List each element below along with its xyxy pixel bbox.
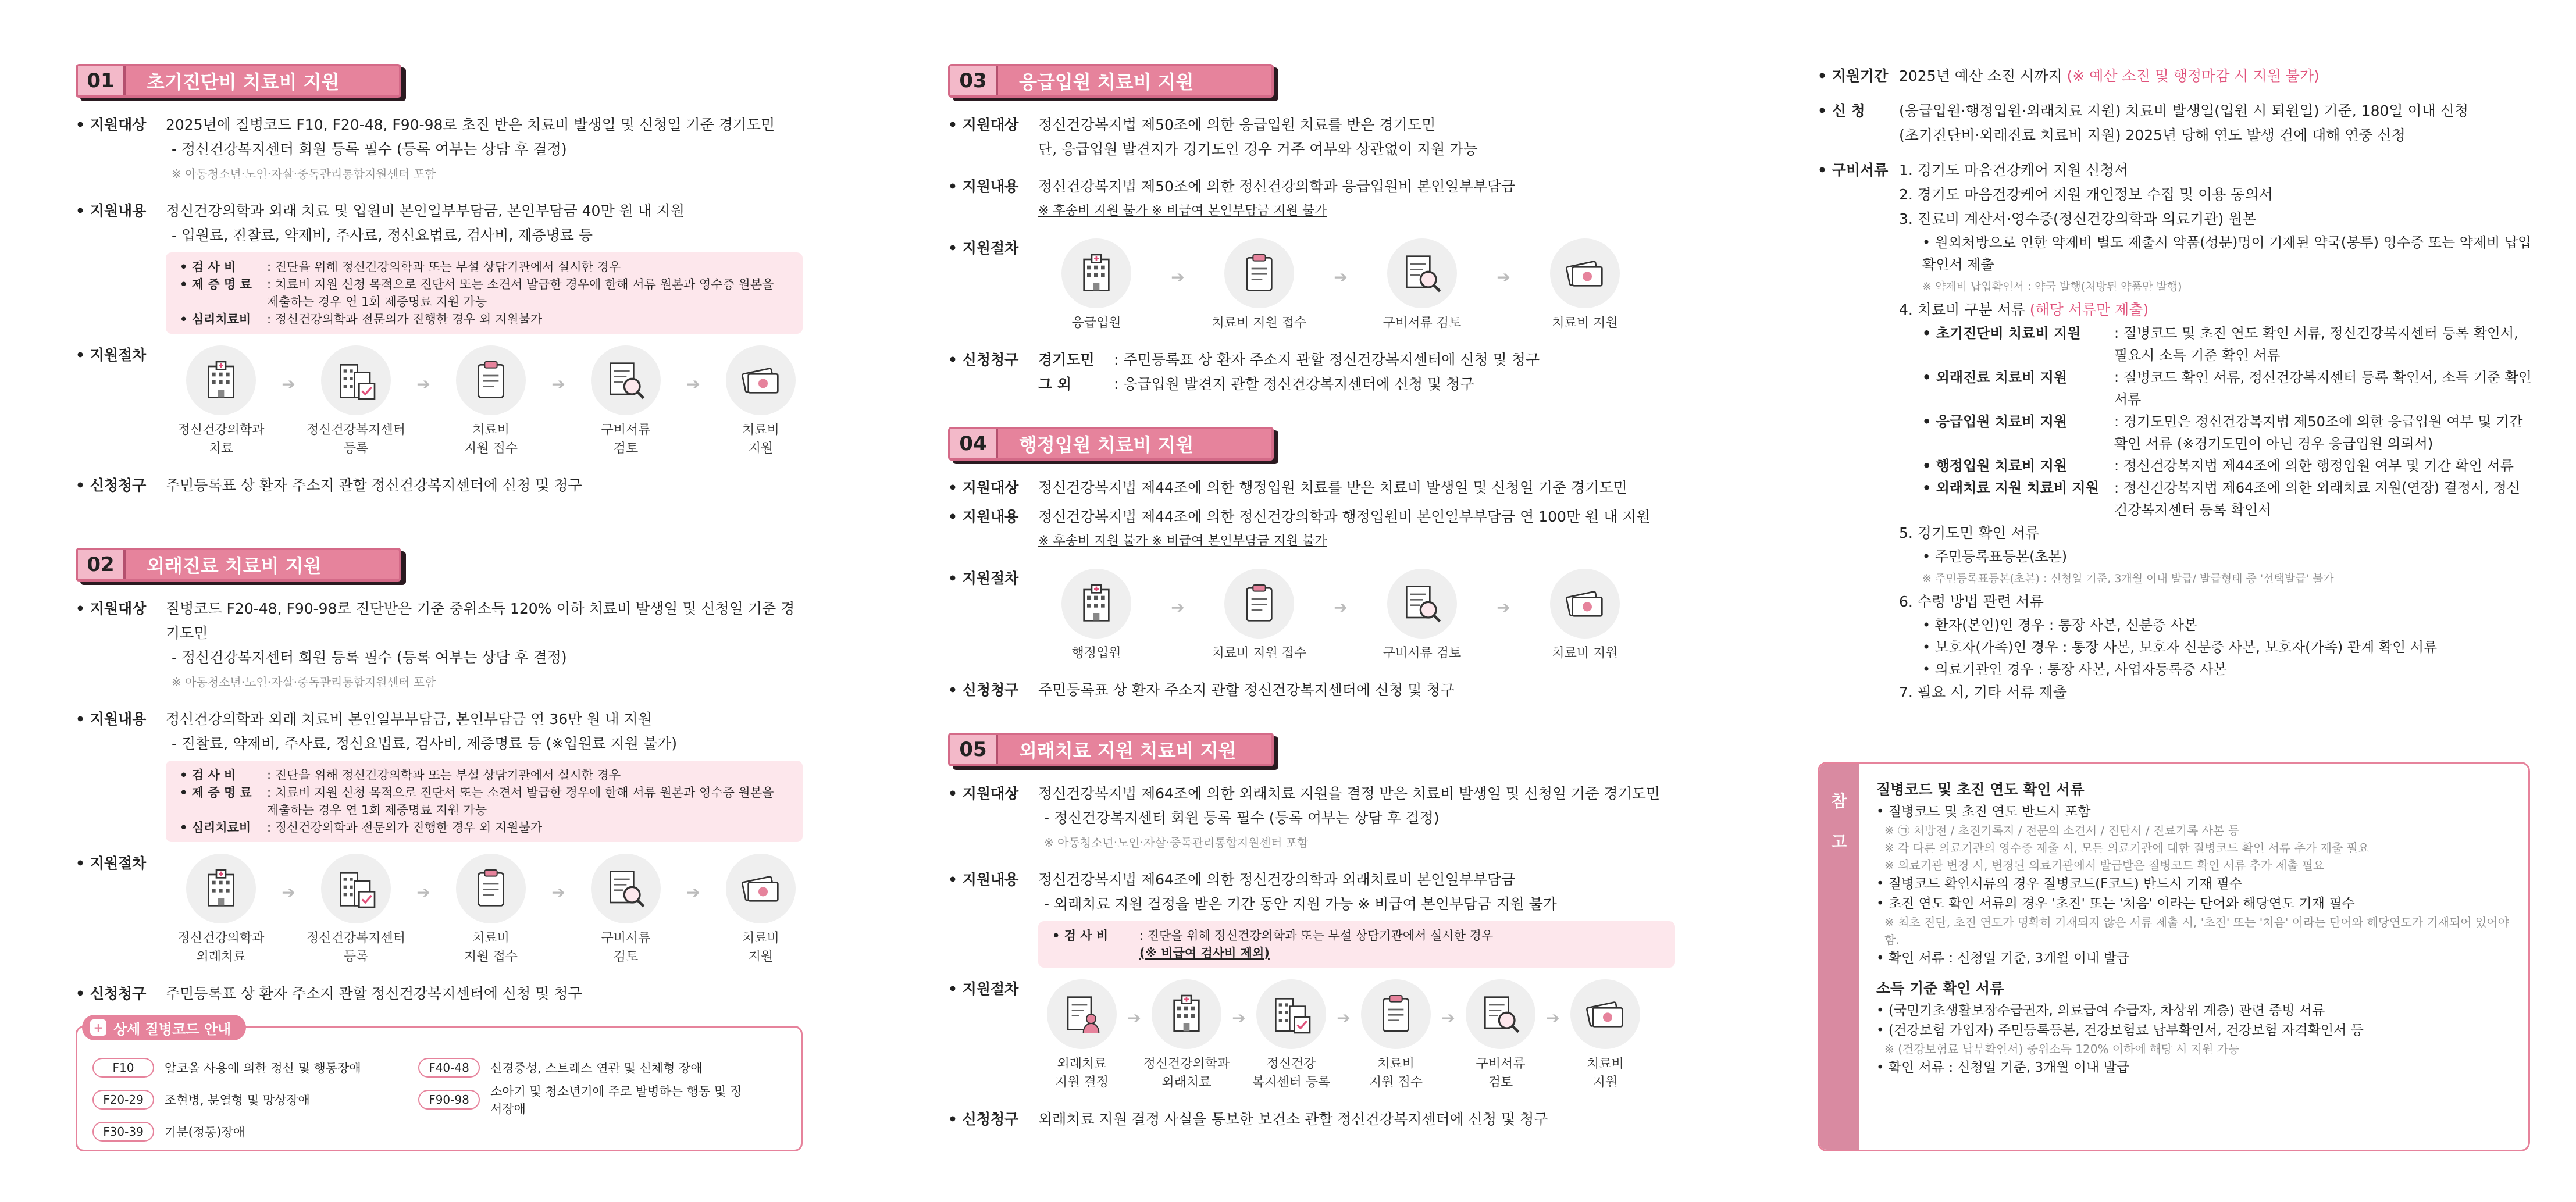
code-desc: 신경증성, 스트레스 연관 및 신체형 장애 [490, 1061, 703, 1075]
step-label: 정신건강의학과 치료 [177, 423, 265, 456]
process-step [1352, 979, 1440, 1092]
code-badge: F20-29 [92, 1090, 154, 1110]
text: - 정신건강복지센터 회원 등록 필수 (등록 여부는 상담 후 결정) [1044, 809, 1440, 826]
hospital-icon [1073, 580, 1120, 627]
arrow-icon: ➔ [416, 374, 430, 394]
s03-content [948, 174, 1675, 223]
text: - 입원료, 진찰료, 약제비, 주사료, 정신요법료, 검사비, 제증명료 등 [172, 227, 593, 244]
process-step [706, 854, 816, 966]
label: • 지원기간 [1818, 64, 1899, 88]
s02-content [76, 707, 803, 847]
doc-desc: : 질병코드 및 초진 연도 확인 서류, 정신건강복지센터 등록 확인서, 필요시 소득 기준 확인 서류 [2114, 325, 2518, 363]
s04-target [948, 476, 1675, 500]
money-icon [1562, 250, 1608, 297]
section-02-header [76, 548, 401, 582]
application [1818, 99, 2533, 148]
process-flow [1038, 238, 1643, 333]
claim-key: 경기도민 [1038, 351, 1095, 368]
process-step [1201, 238, 1317, 333]
building-check-icon [333, 865, 379, 912]
column-left [76, 0, 803, 1202]
s02-target [76, 597, 803, 694]
box-key: • 심리치료비 [180, 311, 267, 328]
process-step [436, 854, 546, 966]
note: ※ 후송비 지원 불가 ※ 비급여 본인부담금 지원 불가 [1038, 534, 1327, 548]
text: 단, 응급입원 발견지가 경기도인 경우 거주 여부와 상관없이 지원 가능 [1038, 141, 1478, 158]
section-number: 03 [950, 66, 998, 95]
label: • 지원절차 [948, 566, 1038, 673]
note: ※ 아동청소년·노인·자살·중독관리통합지원센터 포함 [1044, 836, 1309, 850]
document-search-icon [1399, 250, 1445, 297]
section-01-header [76, 64, 401, 98]
doc-type-row [1922, 366, 2533, 411]
step-label: 정신건강의학과 외래치료 [1143, 1057, 1230, 1090]
doc-sub: • 주민등록표등본(초본) [1922, 548, 2068, 565]
section-04-header [948, 427, 1274, 461]
step-label: 치료비 지원 접수 [1212, 646, 1307, 661]
doc-item: 4. 치료비 구분 서류 [1899, 301, 2025, 318]
process-step [1527, 238, 1643, 333]
ref-note: ※ ㉠ 처방전 / 초진기록지 / 전문의 소견서 / 진단서 / 진료기록 사본 등 [1884, 823, 2240, 837]
text: - 진찰료, 약제비, 주사료, 정신요법료, 검사비, 제증명료 등 (※입원료 지원 불가) [172, 735, 678, 752]
s04-claim [948, 678, 1675, 702]
step-label: 외래치료 지원 결정 [1054, 1057, 1109, 1090]
box-note: (※ 비급여 검사비 제외) [1139, 946, 1270, 960]
s02-claim [76, 982, 803, 1006]
box-value: : 정신건강의학과 전문의가 진행한 경우 외 지원불가 [267, 312, 543, 326]
ref-item: • 확인 서류 : 신청일 기준, 3개월 이내 발급 [1876, 948, 2511, 968]
label: • 지원절차 [948, 977, 1038, 1103]
ref-note: ※ (건강보험료 납부확인서) 중위소득 120% 이하에 해당 시 지원 가능 [1884, 1042, 2240, 1056]
box-key: • 검 사 비 [1052, 927, 1139, 944]
process-step [166, 854, 276, 966]
box-value: : 진단을 위해 정신건강의학과 또는 부설 상담기관에서 실시한 경우 [267, 768, 621, 782]
text: 정신건강복지법 제64조에 의한 정신건강의학과 외래치료비 본인일부부담금 [1038, 871, 1516, 888]
process-step [1457, 979, 1544, 1092]
hospital-icon [198, 357, 244, 404]
info-box [166, 252, 803, 334]
s03-process [948, 236, 1675, 343]
box-key: • 심리치료비 [180, 819, 267, 836]
label: • 지원대상 [76, 113, 166, 186]
step-label: 정신건강 복지센터 등록 [1252, 1057, 1331, 1090]
disease-code-guide [76, 1021, 803, 1151]
label: • 신청청구 [948, 678, 1038, 702]
process-step [166, 345, 276, 458]
step-label: 치료비 지원 [742, 423, 779, 456]
text: 질병코드 F20-48, F90-98로 진단받은 기준 중위소득 120% 이하 치료비 발생일 및 신청일 기준 경기도민 [166, 600, 795, 641]
code-badge: F30-39 [92, 1122, 154, 1142]
label: • 신 청 [1818, 99, 1899, 148]
hospital-icon [198, 865, 244, 912]
text: 정신건강의학과 외래 치료 및 입원비 본인일부부담금, 본인부담금 40만 원 내 지원 [166, 202, 685, 219]
text: 주민등록표 상 환자 주소지 관할 정신건강복지센터에 신청 및 청구 [166, 477, 582, 494]
arrow-icon: ➔ [1334, 598, 1348, 617]
doc-sub: • 환자(본인)인 경우 : 통장 사본, 신분증 사본 [1922, 617, 2197, 633]
text: (응급입원·행정입원·외래치료 지원) 치료비 발생일(입원 시 퇴원일) 기준, 180일 이내 신청 [1899, 102, 2469, 119]
money-icon [1582, 991, 1629, 1037]
text: 정신건강복지법 제64조에 의한 외래치료 지원을 결정 받은 치료비 발생일 및 신청일 기준 경기도민 [1038, 785, 1661, 802]
label: • 지원내용 [948, 505, 1038, 554]
ref-note: ※ 최초 진단, 초진 연도가 명확히 기재되지 않은 서류 제출 시, '초진' 또는 '처음' 이라는 단어와 해당연도가 기재되어 있어야 함. [1884, 915, 2509, 947]
section-05-header [948, 733, 1274, 766]
code-badge: F10 [92, 1058, 154, 1078]
doc-item: 7. 필요 시, 기타 서류 제출 [1899, 684, 2067, 701]
section-number: 02 [78, 550, 126, 579]
text: (초기진단비·외래진료 치료비 지원) 2025년 당해 연도 발생 건에 대해 연중 신청 [1899, 127, 2406, 144]
doc-note: ※ 약제비 납입확인서 : 약국 발행(처방된 약품만 발행) [1922, 280, 2182, 293]
step-label: 치료비 지원 접수 [1369, 1057, 1423, 1090]
note: ※ 후송비 지원 불가 ※ 비급여 본인부담금 지원 불가 [1038, 204, 1327, 218]
hospital-icon [1163, 991, 1210, 1037]
code-guide-title: 상세 질병코드 안내 [113, 1021, 231, 1037]
s01-process [76, 343, 803, 469]
code-item [92, 1058, 418, 1078]
step-label: 정신건강복지센터 등록 [306, 931, 406, 964]
doc-note: ※ 주민등록표등본(초본) : 신청일 기준, 3개월 이내 발급/ 발급형태 중 '선택발급' 불가 [1922, 572, 2334, 585]
arrow-icon: ➔ [1334, 267, 1348, 287]
label: • 구비서류 [1818, 158, 1899, 705]
step-label: 응급입원 [1071, 316, 1121, 330]
step-label: 구비서류 검토 [601, 931, 651, 964]
label: • 지원절차 [76, 343, 166, 469]
process-step [706, 345, 816, 458]
doc-type-row [1922, 322, 2533, 366]
label: • 지원내용 [948, 174, 1038, 223]
box-key: • 검 사 비 [180, 258, 267, 276]
doc-type-row [1922, 477, 2533, 521]
claim-value: : 응급입원 발견지 관할 정신건강복지센터에 신청 및 청구 [1114, 376, 1474, 393]
box-key: • 제 증 명 료 [180, 276, 267, 311]
money-icon [737, 865, 784, 912]
ref-item: • 질병코드 확인서류의 경우 질병코드(F코드) 반드시 기재 필수 [1876, 874, 2511, 894]
clipboard-icon [1373, 991, 1419, 1037]
text: 정신건강의학과 외래 치료비 본인일부부담금, 본인부담금 연 36만 원 내 지원 [166, 711, 652, 727]
reference-label [1819, 764, 1859, 1150]
text: - 정신건강복지센터 회원 등록 필수 (등록 여부는 상담 후 결정) [172, 649, 567, 666]
s05-process [948, 977, 1675, 1103]
doc-type-row [1922, 455, 2533, 477]
section-title: 행정입원 치료비 지원 [1019, 434, 1194, 456]
arrow-icon: ➔ [1171, 267, 1185, 287]
s01-target [76, 113, 803, 186]
ref-item: • 확인 서류 : 신청일 기준, 3개월 이내 발급 [1876, 1058, 2511, 1078]
text: 정신건강복지법 제50조에 의한 응급입원 치료를 받은 경기도민 [1038, 116, 1436, 133]
code-item [418, 1058, 744, 1078]
ref-item: • 초진 연도 확인 서류의 경우 '초진' 또는 '처음' 이라는 단어와 해당연도 기재 필수 [1876, 894, 2511, 914]
step-label: 구비서류 검토 [1383, 646, 1462, 661]
process-step [436, 345, 546, 458]
doc-item: 2. 경기도 마음건강케어 지원 개인정보 수집 및 이용 동의서 [1899, 186, 2273, 203]
process-step [1038, 979, 1125, 1092]
process-flow [166, 854, 816, 966]
s05-target [948, 782, 1675, 855]
step-label: 정신건강의학과 외래치료 [177, 931, 265, 964]
process-step [1364, 569, 1480, 663]
s05-content [948, 868, 1675, 972]
label: • 지원대상 [948, 782, 1038, 855]
process-step [1038, 569, 1155, 663]
doc-type: • 초기진단비 치료비 지원 [1922, 322, 2114, 366]
arrow-icon: ➔ [1546, 1008, 1560, 1028]
box-value: : 치료비 지원 신청 목적으로 진단서 또는 소견서 발급한 경우에 한해 서류 원본과 영수증 원본을 제출하는 경우 연 1회 제증명료 지원 가능 [267, 786, 774, 817]
text: 정신건강복지법 제44조에 의한 정신건강의학과 행정입원비 본인일부부담금 연 100만 원 내 지원 [1038, 508, 1651, 525]
clipboard-icon [468, 865, 514, 912]
doc-desc: : 정신건강복지법 제64조에 의한 외래치료 지원(연장) 결정서, 정신건강복지센터 등록 확인서 [2114, 480, 2520, 518]
label: • 지원절차 [76, 851, 166, 977]
doc-type: • 외래치료 지원 치료비 지원 [1922, 477, 2114, 521]
code-guide-header [82, 1015, 246, 1040]
code-desc: 기분(정동)장애 [165, 1125, 245, 1139]
process-step [301, 345, 411, 458]
arrow-icon: ➔ [282, 883, 295, 902]
step-label: 구비서류 검토 [1383, 316, 1462, 330]
step-label: 치료비 지원 [742, 931, 779, 964]
arrow-icon: ➔ [282, 374, 295, 394]
arrow-icon: ➔ [1497, 598, 1510, 617]
arrow-icon: ➔ [416, 883, 430, 902]
doc-desc: : 정신건강복지법 제44조에 의한 행정입원 여부 및 기간 확인 서류 [2114, 458, 2514, 474]
money-icon [1562, 580, 1608, 627]
process-step [1038, 238, 1155, 333]
ref-note: ※ 각 다른 의료기관의 영수증 제출 시, 모든 의료기관에 대한 질병코드 확인 서류 추가 제출 필요 [1884, 841, 2370, 855]
text: - 정신건강복지센터 회원 등록 필수 (등록 여부는 상담 후 결정) [172, 141, 567, 158]
doc-desc: : 질병코드 확인 서류, 정신건강복지센터 등록 확인서, 소득 기준 확인 서류 [2114, 369, 2532, 408]
doc-item: 5. 경기도민 확인 서류 [1899, 525, 2039, 541]
process-step [301, 854, 411, 966]
arrow-icon: ➔ [551, 883, 565, 902]
code-item [92, 1122, 418, 1142]
s02-process [76, 851, 803, 977]
ref-item: • 질병코드 및 초진 연도 반드시 포함 [1876, 802, 2511, 822]
doc-sub: • 원외처방으로 인한 약제비 별도 제출시 약품(성분)명이 기재된 약국(봉투) 영수증 또는 약제비 납입확인서 제출 [1922, 234, 2532, 273]
arrow-icon: ➔ [1337, 1008, 1351, 1028]
arrow-icon: ➔ [1127, 1008, 1141, 1028]
text: 2025년 예산 소진 시까지 [1899, 67, 2062, 84]
s01-claim [76, 473, 803, 498]
process-flow [1038, 569, 1643, 663]
s04-process [948, 566, 1675, 673]
s03-target [948, 113, 1675, 162]
code-item [92, 1082, 418, 1117]
arrow-icon: ➔ [1232, 1008, 1246, 1028]
note: (※ 예산 소진 및 행정마감 시 지원 불가) [2066, 67, 2320, 84]
section-title: 외래진료 치료비 지원 [147, 555, 322, 577]
code-desc: 소아기 및 청소년기에 주로 발병하는 행동 및 정서장애 [490, 1085, 742, 1116]
process-step [1527, 569, 1643, 663]
reference-char: 고 [1831, 832, 1847, 851]
info-box [166, 761, 803, 842]
doc-type: • 응급입원 치료비 지원 [1922, 411, 2114, 455]
section-title: 초기진단비 치료비 지원 [147, 71, 340, 93]
process-step [1364, 238, 1480, 333]
note: ※ 아동청소년·노인·자살·중독관리통합지원센터 포함 [172, 675, 436, 689]
section-03-header [948, 64, 1274, 98]
label: • 지원대상 [76, 597, 166, 694]
building-check-icon [1268, 991, 1314, 1037]
support-period [1818, 64, 2533, 88]
column-right [1818, 0, 2533, 1202]
s04-content [948, 505, 1675, 554]
arrow-icon: ➔ [686, 374, 700, 394]
code-badge: F90-98 [418, 1090, 480, 1110]
label: • 신청청구 [76, 473, 166, 498]
doc-desc: : 경기도민은 정신건강복지법 제50조에 의한 응급입원 여부 및 기간 확인 서류 (※경기도민이 아닌 경우 응급입원 의뢰서) [2114, 413, 2523, 452]
label: • 신청청구 [76, 982, 166, 1006]
text: - 외래치료 지원 결정을 받은 기간 동안 지원 가능 ※ 비급여 본인부담금 지원 불가 [1044, 896, 1557, 912]
label: • 신청청구 [948, 1107, 1038, 1132]
process-step [1248, 979, 1335, 1092]
s03-claim [948, 348, 1675, 397]
section-number: 04 [950, 429, 998, 458]
box-value: : 정신건강의학과 전문의가 진행한 경우 외 지원불가 [267, 821, 543, 834]
money-icon [737, 357, 784, 404]
section-title: 응급입원 치료비 지원 [1019, 71, 1194, 93]
hospital-icon [1073, 250, 1120, 297]
text: 정신건강복지법 제44조에 의한 행정입원 치료를 받은 치료비 발생일 및 신청일 기준 경기도민 [1038, 479, 1627, 496]
code-badge: F40-48 [418, 1058, 480, 1078]
doc-sub: • 보호자(가족)인 경우 : 통장 사본, 보호자 신분증 사본, 보호자(가족) 관계 확인 서류 [1922, 639, 2438, 655]
section-number: 01 [78, 66, 126, 95]
step-label: 행정입원 [1071, 646, 1121, 661]
required-documents [1818, 158, 2533, 705]
arrow-icon: ➔ [686, 883, 700, 902]
text: 주민등록표 상 환자 주소지 관할 정신건강복지센터에 신청 및 청구 [1038, 682, 1455, 698]
box-value: : 진단을 위해 정신건강의학과 또는 부설 상담기관에서 실시한 경우 [1139, 929, 1494, 943]
step-label: 구비서류 검토 [601, 423, 651, 456]
box-key: • 제 증 명 료 [180, 784, 267, 819]
doc-type-row [1922, 411, 2533, 455]
section-title: 외래치료 지원 치료비 지원 [1019, 740, 1237, 762]
label: • 지원내용 [76, 199, 166, 338]
box-value: : 진단을 위해 정신건강의학과 또는 부설 상담기관에서 실시한 경우 [267, 260, 621, 274]
label: • 지원내용 [948, 868, 1038, 972]
info-box [1038, 921, 1675, 968]
label: • 지원절차 [948, 236, 1038, 343]
step-label: 정신건강복지센터 등록 [306, 423, 406, 456]
code-desc: 조현병, 분열형 및 망상장애 [165, 1093, 310, 1107]
label: • 지원대상 [948, 113, 1038, 162]
ref-note: ※ 의료기관 변경 시, 변경된 의료기관에서 발급받은 질병코드 확인 서류 추가 제출 필요 [1884, 858, 2325, 872]
process-step [571, 345, 681, 458]
box-key: • 검 사 비 [180, 766, 267, 784]
clipboard-icon [1236, 580, 1282, 627]
reference-char: 참 [1831, 791, 1847, 811]
arrow-icon: ➔ [551, 374, 565, 394]
document-search-icon [1399, 580, 1445, 627]
doc-item: 1. 경기도 마음건강케어 지원 신청서 [1899, 162, 2128, 179]
doc-type: • 행정입원 치료비 지원 [1922, 455, 2114, 477]
claim-key: 그 외 [1038, 376, 1072, 393]
doc-type: • 외래진료 치료비 지원 [1922, 366, 2114, 411]
text: 2025년에 질병코드 F10, F20-48, F90-98로 초진 받은 치료비 발생일 및 신청일 기준 경기도민 [166, 116, 775, 133]
box-value: : 치료비 지원 신청 목적으로 진단서 또는 소견서 발급한 경우에 한해 서류 원본과 영수증 원본을 제출하는 경우 연 1회 제증명료 지원 가능 [267, 277, 774, 309]
doc-sub: • 의료기관인 경우 : 통장 사본, 사업자등록증 사본 [1922, 661, 2227, 677]
reference-box [1818, 762, 2530, 1151]
process-step [1143, 979, 1230, 1092]
section-number: 05 [950, 735, 998, 764]
code-desc: 알코올 사용에 의한 정신 및 행동장애 [165, 1061, 361, 1075]
doc-item: 3. 진료비 계산서·영수증(정신건강의학과 의료기관) 원본 [1899, 211, 2257, 227]
doc-note: (해당 서류만 제출) [2029, 301, 2149, 318]
process-flow [166, 345, 816, 458]
ref-item: • (국민기초생활보장수급권자, 의료급여 수급자, 차상위 계층) 관련 증빙 서류 [1876, 1001, 2511, 1021]
document-search-icon [603, 357, 649, 404]
step-label: 치료비 지원 접수 [464, 423, 518, 456]
s05-claim [948, 1107, 1675, 1132]
document-search-icon [1477, 991, 1524, 1037]
process-step [571, 854, 681, 966]
label: • 신청청구 [948, 348, 1038, 397]
step-label: 치료비 지원 접수 [1212, 316, 1307, 330]
document-search-icon [603, 865, 649, 912]
column-middle [948, 0, 1675, 1202]
ref-item: • (건강보험 가입자) 주민등록등본, 건강보험료 납부확인서, 건강보험 자격확인서 등 [1876, 1021, 2511, 1040]
process-flow [1038, 979, 1649, 1092]
doc-item: 6. 수령 방법 관련 서류 [1899, 593, 2044, 610]
process-step [1562, 979, 1649, 1092]
clipboard-icon [468, 357, 514, 404]
text: 외래치료 지원 결정 사실을 통보한 보건소 관할 정신건강복지센터에 신청 및 청구 [1038, 1111, 1548, 1128]
doctor-document-icon [1059, 991, 1105, 1037]
s01-content [76, 199, 803, 338]
step-label: 치료비 지원 [1587, 1057, 1624, 1090]
text: 주민등록표 상 환자 주소지 관할 정신건강복지센터에 신청 및 청구 [166, 985, 582, 1002]
ref-heading: 소득 기준 확인 서류 [1876, 980, 2004, 997]
first-aid-icon: + [90, 1019, 106, 1036]
code-item [418, 1082, 744, 1117]
process-step [1201, 569, 1317, 663]
step-label: 구비서류 검토 [1476, 1057, 1526, 1090]
step-label: 치료비 지원 [1552, 316, 1618, 330]
step-label: 치료비 지원 접수 [464, 931, 518, 964]
step-label: 치료비 지원 [1552, 646, 1618, 661]
arrow-icon: ➔ [1497, 267, 1510, 287]
ref-heading: 질병코드 및 초진 연도 확인 서류 [1876, 781, 2085, 798]
clipboard-icon [1236, 250, 1282, 297]
note: ※ 아동청소년·노인·자살·중독관리통합지원센터 포함 [172, 167, 436, 181]
arrow-icon: ➔ [1171, 598, 1185, 617]
label: • 지원내용 [76, 707, 166, 847]
building-check-icon [333, 357, 379, 404]
arrow-icon: ➔ [1441, 1008, 1455, 1028]
label: • 지원대상 [948, 476, 1038, 500]
claim-value: : 주민등록표 상 환자 주소지 관할 정신건강복지센터에 신청 및 청구 [1114, 351, 1540, 368]
text: 정신건강복지법 제50조에 의한 정신건강의학과 응급입원비 본인일부부담금 [1038, 178, 1516, 195]
